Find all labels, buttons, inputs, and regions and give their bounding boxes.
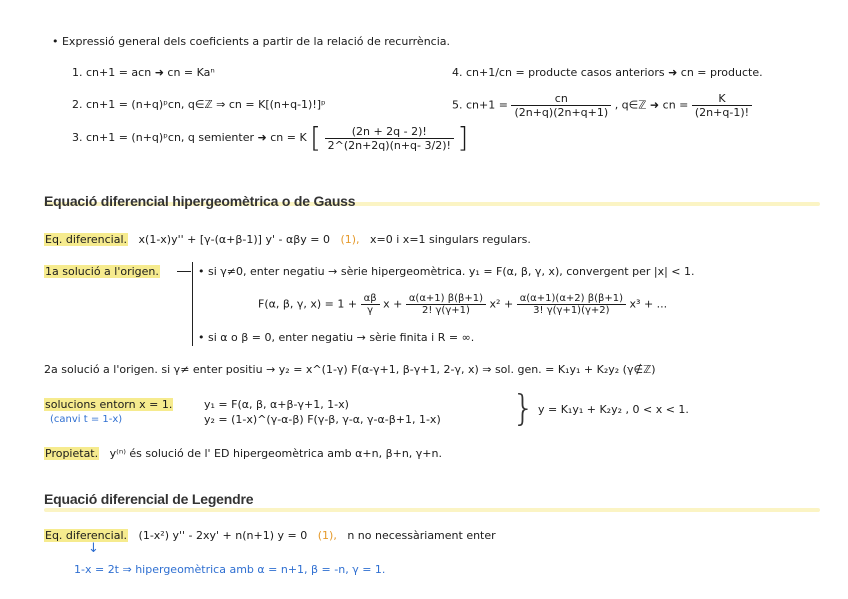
rec-item-5-fraction: $\frac{cn}{(2n+q)(2n+q+1)}$ [511, 92, 611, 119]
rec-item-5: 5. cn+1 = $\frac{cn}{(2n+q)(2n+q+1)}$ , q∈ℤ ➜ cn = $\frac{K}{(2n+q-1)!}$ [452, 92, 752, 119]
gauss-sol1-case2: • si α o β = 0, enter negatiu → sèrie finita i R = ∞. [198, 331, 475, 344]
gauss-env-y2: y₂ = (1-x)^(γ-α-β) F(γ-β, γ-α, γ-α-β+1, 1-x) [204, 413, 441, 426]
gauss-env-label: solucions entorn x = 1. [45, 398, 173, 411]
gauss-equation-row [44, 233, 531, 246]
gauss-sol1-label: 1a solució a l'origen. [45, 265, 159, 278]
legendre-eq-tag: (1), [317, 529, 337, 542]
gauss-env-sub: (canvi t = 1-x) [50, 414, 123, 425]
gauss-equation: x(1-x)y'' + [γ-(α+β-1)] y' - αβy = 0 [138, 233, 330, 246]
bracket-line [192, 262, 193, 346]
gauss-eq-tag: (1), [340, 233, 360, 246]
legendre-equation: (1-x²) y'' - 2xy' + n(n+1) y = 0 [138, 529, 308, 542]
rec-item-5-fraction-2: $\frac{K}{(2n+q-1)!}$ [692, 92, 752, 119]
rec-item-3: 3. cn+1 = (n+q)ᵖcn, q semienter ➜ cn = K [ $\frac{(2n + 2q - 2)!}{2\^{}(2n+2q)(n+q- 3/2)!}$ ] [72, 121, 469, 154]
gauss-prop: y⁽ⁿ⁾ és solució de l' ED hipergeomètrica amb α+n, β+n, γ+n. [109, 447, 442, 460]
legendre-heading: Equació diferencial de Legendre [44, 491, 254, 507]
rec-item-3-text: 3. cn+1 = (n+q)ᵖcn, q semienter ➜ cn = K [72, 131, 307, 144]
gauss-heading: Equació diferencial hipergeomètrica o de Gauss [44, 193, 356, 209]
gauss-prop-label: Propietat. [45, 447, 99, 460]
gauss-env-result: y = K₁y₁ + K₂y₂ , 0 < x < 1. [538, 403, 689, 416]
bracket-connector [177, 271, 191, 272]
gauss-eq-label: Eq. diferencial. [45, 233, 128, 246]
down-arrow-icon: ↓ [88, 541, 99, 556]
legendre-equation-row [44, 529, 496, 542]
heading-underline [44, 508, 820, 512]
rec-item-2: 2. cn+1 = (n+q)ᵖcn, q∈ℤ ⇒ cn = K[(n+q-1)!]ᵖ [72, 98, 326, 111]
rec-item-1: 1. cn+1 = acn ➜ cn = Kaⁿ [72, 66, 215, 79]
legendre-eq-tail: n no necessàriament enter [347, 529, 496, 542]
gauss-env-y1: y₁ = F(α, β, α+β-γ+1, 1-x) [204, 398, 349, 411]
rec-item-4: 4. cn+1/cn = producte casos anteriors ➜ cn = producte. [452, 66, 763, 79]
legendre-substitution: 1-x = 2t ⇒ hipergeomètrica amb α = n+1, β = -n, γ = 1. [74, 563, 386, 576]
gauss-eq-tail: x=0 i x=1 singulars regulars. [370, 233, 531, 246]
brace: } [512, 388, 535, 429]
hypergeometric-series: F(α, β, γ, x) = 1 + $\frac{\alpha\beta}{\gamma}$ x + $\frac{\alpha(\alpha+1) \beta(\beta+1)}{2! \gamma(\gamma+1)}$ x² + $\frac{\alpha(\alpha+1)(\alpha+2) \beta(\beta+1)}{3! \gamma(\gamma+1)(\gamma+2)}$ x³ + ... [258, 293, 668, 316]
recurrence-title: • Expressió general dels coeficients a partir de la relació de recurrència. [52, 35, 451, 48]
gauss-property-row [44, 447, 442, 460]
legendre-eq-label: Eq. diferencial. [45, 529, 128, 542]
rec-item-3-fraction: $\frac{(2n + 2q - 2)!}{2\^{}(2n+2q)(n+q- 3/2)!}$ [325, 125, 454, 152]
gauss-sol2: 2a solució a l'origen. si γ≠ enter positiu → y₂ = x^(1-γ) F(α-γ+1, β-γ+1, 2-γ, x) ⇒ sol. gen. = K₁y₁ + K₂y₂ (γ∉ℤ) [44, 363, 656, 376]
gauss-sol1-case1: • si γ≠0, enter negatiu → sèrie hipergeomètrica. y₁ = F(α, β, γ, x), convergent per |x| < 1. [198, 265, 695, 278]
